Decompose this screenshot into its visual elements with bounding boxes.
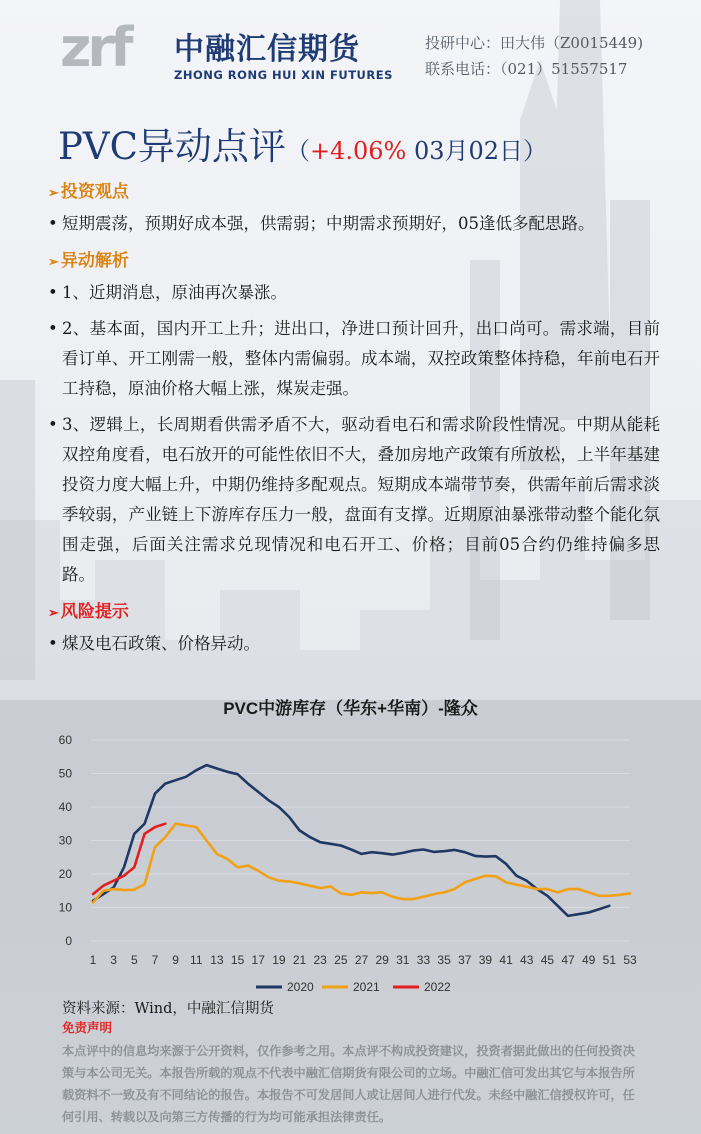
- disclaimer-title: 免责声明: [62, 1020, 113, 1035]
- source-note: 资料来源：Wind，中融汇信期货: [62, 1001, 274, 1017]
- x-tick-label: 29: [375, 953, 389, 967]
- x-tick-label: 25: [334, 953, 348, 967]
- x-tick-label: 5: [130, 953, 138, 967]
- x-tick-label: 3: [110, 953, 117, 967]
- arrow-icon: ➢: [48, 255, 59, 270]
- bullet-item: • 煤及电石政策、价格异动。: [48, 629, 660, 659]
- x-tick-label: 7: [151, 953, 159, 967]
- x-tick-label: 13: [210, 953, 224, 967]
- company-logo: [60, 12, 393, 82]
- y-tick-label: 30: [58, 833, 72, 848]
- inventory-line-chart: [0, 720, 701, 1000]
- title-paren-close: ）: [523, 137, 548, 165]
- x-tick-label: 41: [499, 953, 513, 967]
- series-line-2022: [93, 824, 165, 894]
- y-tick-label: 40: [58, 800, 72, 814]
- y-tick-label: 20: [58, 867, 72, 881]
- x-tick-label: 19: [272, 953, 286, 967]
- logo-mark: zrf: [60, 16, 130, 79]
- bullet-item: • 1、近期消息，原油再次暴涨。: [48, 278, 660, 308]
- series-line-2021: [93, 824, 630, 903]
- bullet-item: • 短期震荡，预期好成本强，供需弱；中期需求预期好，05逢低多配思路。: [48, 209, 660, 239]
- y-tick-label: 60: [58, 733, 72, 747]
- x-tick-label: 23: [313, 953, 327, 967]
- section-heading-analysis: ➢ 异动解析: [48, 251, 129, 271]
- x-tick-label: 37: [458, 953, 472, 967]
- phone-line: 联系电话：（021）51557517: [425, 60, 628, 78]
- price-change: +4.06%: [309, 137, 407, 165]
- x-tick-label: 43: [520, 953, 534, 967]
- x-tick-label: 31: [396, 953, 410, 967]
- contact-info: [425, 30, 643, 82]
- arrow-icon: ➢: [48, 186, 59, 201]
- bullet-item: • 3、逻辑上，长周期看供需矛盾不大，驱动看电石和需求阶段性情况。中期从能耗双控角度看，电石放开的可能性依旧不大，叠加房地产政策有所放松，上半年基建投资力度大幅上升，中期仍维持多配观点。短期成本端带节奏，供需年前后需求淡季较弱，产业链上下游库存压力一般，盘面有支撑。近期原油暴涨带动整个能化氛围走强，后面关注需求兑现情况和电石开工、价格；目前05合约仍维持偏多思路。: [48, 410, 660, 590]
- commentary: [48, 176, 660, 665]
- x-tick-label: 15: [230, 953, 245, 967]
- x-tick-label: 51: [602, 953, 617, 967]
- legend-label: 2022: [424, 980, 451, 994]
- title-main: PVC异动点评: [58, 125, 286, 168]
- x-tick-label: 45: [540, 953, 555, 967]
- y-tick-label: 10: [58, 900, 72, 915]
- logo-en-name: ZHONG RONG HUI XIN FUTURES: [174, 68, 393, 82]
- disclaimer-body: 本点评中的信息均来源于公开资料，仅作参考之用。本点评不构成投资建议，投资者据此做出的任何投资决策与本公司无关。本报告所载的观点不代表中融汇信期货有限公司的立场。中融汇信可发出其它与本报告所载资料不一致及有不同结论的报告。本报告不可发居间人或让居间人进行代发。未经中融汇信授权许可，任何引用、转载以及向第三方传播的行为均可能承担法律责任。: [62, 1044, 635, 1124]
- title-paren-open: （: [285, 137, 310, 165]
- legend-label: 2021: [353, 980, 380, 994]
- x-tick-label: 11: [190, 953, 203, 967]
- x-tick-label: 17: [251, 953, 265, 967]
- y-tick-label: 0: [65, 934, 72, 948]
- x-tick-label: 27: [354, 953, 369, 967]
- analyst-line: 投研中心：田大伟（Z0015449): [425, 34, 644, 52]
- arrow-icon: ➢: [48, 606, 59, 621]
- y-tick-label: 50: [58, 766, 72, 781]
- x-tick-label: 49: [582, 953, 596, 967]
- section-heading-risk: ➢ 风险提示: [48, 602, 129, 622]
- x-tick-label: 21: [292, 953, 307, 967]
- bullet-item: • 2、基本面，国内开工上升；进出口，净进口预计回升，出口尚可。需求端，目前看订单、开工刚需一般，整体内需偏弱。成本端，双控政策整体持稳，年前电石开工持稳，原油价格大幅上涨，煤炭走强。: [48, 314, 660, 404]
- x-tick-label: 1: [89, 953, 97, 967]
- chart-title: PVC中游库存（华东+华南）-隆众: [223, 699, 478, 718]
- x-tick-label: 33: [416, 953, 431, 967]
- section-heading-view: ➢ 投资观点: [48, 182, 129, 202]
- logo-cn-name: 中融汇信期货: [174, 32, 360, 67]
- x-tick-label: 9: [172, 953, 179, 967]
- legend-label: 2020: [287, 980, 314, 994]
- x-tick-label: 35: [437, 953, 451, 967]
- x-tick-label: 39: [478, 953, 493, 967]
- page-title: [58, 116, 547, 170]
- title-date: 03月02日: [413, 137, 524, 165]
- x-tick-label: 53: [623, 953, 637, 967]
- x-tick-label: 47: [561, 953, 575, 967]
